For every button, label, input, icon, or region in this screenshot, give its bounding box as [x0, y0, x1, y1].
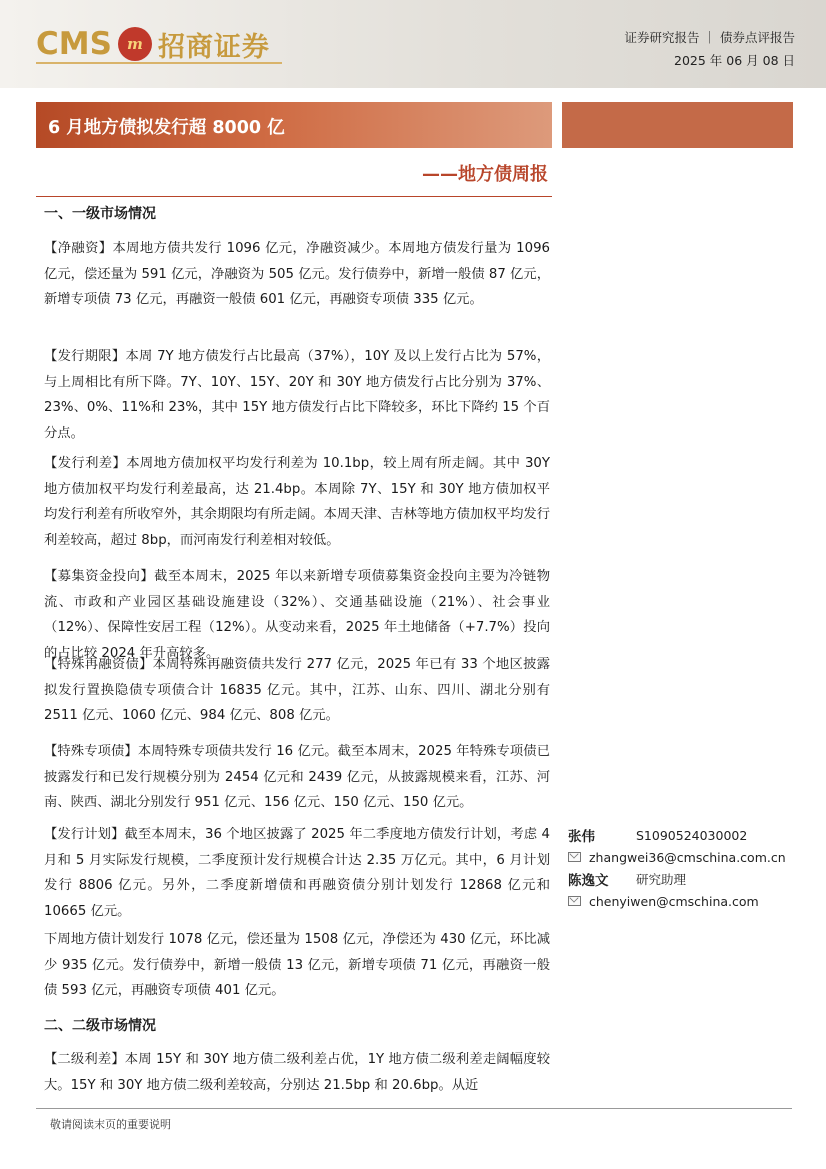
paragraph-maturity: 【发行期限】本周 7Y 地方债发行占比最高（37%），10Y 及以上发行占比为 57%，与上周相比有所下降。7Y、10Y、15Y、20Y 和 30Y 地方债发行占比分别为 37%、23%、0%、11%和 23%，其中 15Y 地方债发行占比下降较多，环比下降约 15 个百分点。 — [44, 349, 550, 441]
title-divider — [36, 196, 552, 197]
analyst-license: S1090524030002 — [636, 827, 748, 843]
paragraph-issuance-spread: 【发行利差】本周地方债加权平均发行利差为 10.1bp，较上周有所走阔。其中 30Y 地方债加权平均发行利差最高，达 21.4bp。本周除 7Y、15Y 和 30Y 地方债加权平均发行利差有所收窄外，其余期限均有所走阔。本周天津、吉林等地方债加权平均发行利差较高，超过 8bp，而河南发行利差相对较低。 — [44, 456, 550, 548]
analyst-email-row — [568, 846, 798, 868]
logo-chinese-name: 招商证券 — [157, 31, 270, 63]
section-heading-secondary: 二、二级市场情况 — [44, 1018, 156, 1034]
analyst-panel — [568, 824, 798, 912]
paragraph-issuance-plan: 【发行计划】截至本周末，36 个地区披露了 2025 年二季度地方债发行计划，考虑 4 月和 5 月实际发行规模，二季度预计发行规模合计达 2.35 万亿元。其中，6 月计划发行 8806 亿元。另外，二季度新增债和再融资债分别计划发行 12868 亿元和 10665 亿元。 — [44, 827, 550, 919]
title-bar — [36, 102, 552, 148]
analyst-email-row — [568, 890, 798, 912]
logo-emblem-icon: m — [118, 27, 152, 61]
footer-divider — [36, 1108, 792, 1109]
report-type: 证券研究报告 ｜ 债券点评报告 — [624, 30, 795, 45]
paragraph-net-financing: 【净融资】本周地方债共发行 1096 亿元，净融资减少。本周地方债发行量为 1096 亿元，偿还量为 591 亿元，净融资为 505 亿元。发行债券中，新增一般债 87 亿元，新增专项债 73 亿元，再融资一般债 601 亿元，再融资专项债 335 亿元。 — [44, 241, 550, 307]
sidebar-band — [562, 102, 793, 148]
mail-icon — [568, 896, 581, 906]
footer-disclaimer: 敬请阅读末页的重要说明 — [50, 1118, 171, 1131]
analyst-name: 陈逸文 — [568, 873, 609, 889]
analyst-email[interactable]: zhangwei36@cmschina.com.cn — [589, 849, 786, 865]
report-subtitle: ——地方债周报 — [422, 164, 548, 185]
header-meta — [625, 26, 795, 72]
analyst-row — [568, 868, 798, 890]
report-title: 6 月地方债拟发行超 8000 亿 — [48, 118, 285, 138]
analyst-row — [568, 824, 798, 846]
paragraph-secondary-spread: 【二级利差】本周 15Y 和 30Y 地方债二级利差占优，1Y 地方债二级利差走阔幅度较大。15Y 和 30Y 地方债二级利差较高，分别达 21.5bp 和 20.6bp。从近 — [44, 1052, 550, 1093]
analyst-name: 张伟 — [568, 829, 595, 845]
paragraph-special-refinancing: 【特殊再融资债】本周特殊再融资债共发行 277 亿元，2025 年已有 33 个地区披露拟发行置换隐债专项债合计 16835 亿元。其中，江苏、山东、四川、湖北分别有 2511 亿元、1060 亿元、984 亿元、808 亿元。 — [44, 657, 550, 723]
analyst-role: 研究助理 — [636, 872, 687, 887]
section-heading-primary: 一、一级市场情况 — [44, 206, 156, 222]
logo-underline — [36, 62, 282, 64]
paragraph-next-week: 下周地方债计划发行 1078 亿元，偿还量为 1508 亿元，净偿还为 430 亿元，环比减少 935 亿元。发行债券中，新增一般债 13 亿元，新增专项债 71 亿元，再融资一般债 593 亿元，再融资专项债 401 亿元。 — [44, 932, 550, 998]
paragraph-fund-usage: 【募集资金投向】截至本周末，2025 年以来新增专项债募集资金投向主要为冷链物流、市政和产业园区基础设施建设（32%）、交通基础设施（21%）、社会事业（12%）、保障性安居工程（12%）。从变动来看，2025 年土地储备（+7.7%）投向的占比较 2024 年升高较多。 — [44, 569, 550, 661]
analyst-email[interactable]: chenyiwen@cmschina.com — [589, 893, 759, 909]
logo-cms-text: CMS — [36, 26, 112, 62]
mail-icon — [568, 852, 581, 862]
report-date: 2025 年 06 月 08 日 — [674, 53, 795, 68]
company-logo — [36, 24, 270, 64]
paragraph-special-bonds: 【特殊专项债】本周特殊专项债共发行 16 亿元。截至本周末，2025 年特殊专项债已披露发行和已发行规模分别为 2454 亿元和 2439 亿元，从披露规模来看，江苏、河南、陕西、湖北分别发行 951 亿元、156 亿元、150 亿元、150 亿元。 — [44, 744, 550, 810]
